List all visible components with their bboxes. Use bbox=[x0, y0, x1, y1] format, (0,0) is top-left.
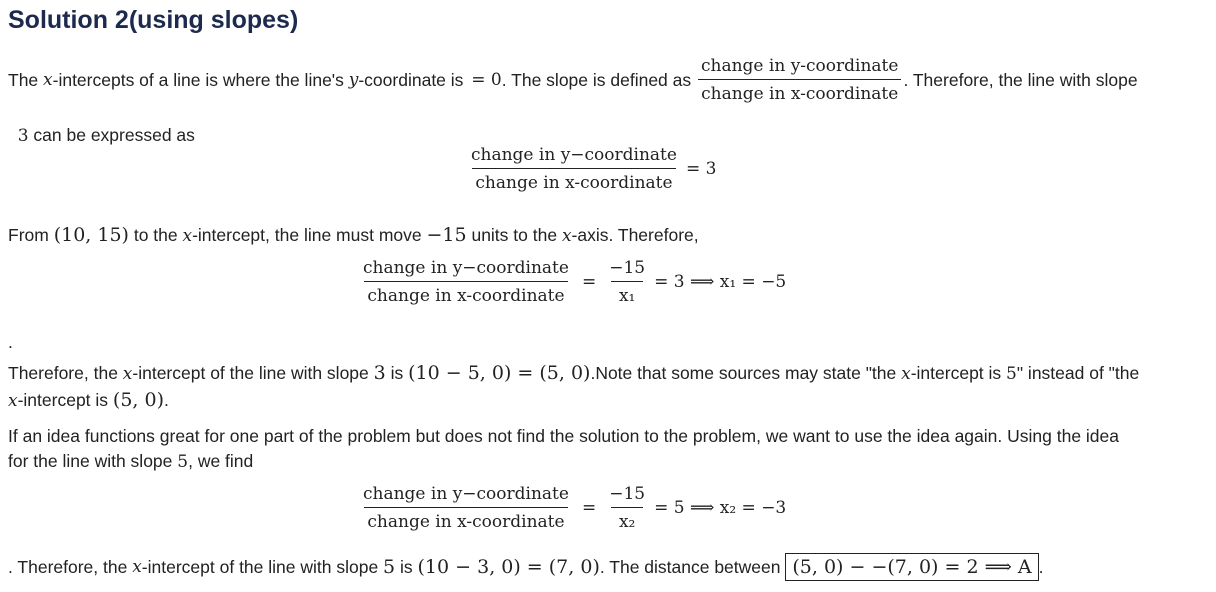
paragraph-3-line-1 bbox=[8, 362, 1139, 384]
eq2-fraction bbox=[360, 258, 572, 306]
p5-slope: 5 bbox=[383, 556, 396, 578]
p2-text-3: -intercept, the line must move bbox=[192, 225, 427, 245]
p1-slope-3: 3 bbox=[17, 126, 29, 146]
p2-move: −15 bbox=[426, 224, 467, 246]
slope-definition-denominator: change in x-coordinate bbox=[698, 79, 901, 104]
p1-text-5: . Therefore, the line with slope bbox=[903, 69, 1138, 90]
paragraph-2 bbox=[8, 224, 699, 246]
paragraph-1-line-1 bbox=[8, 54, 1138, 106]
eq2-numerator-2: −15 bbox=[609, 258, 646, 278]
p1-var-y: y bbox=[348, 70, 359, 90]
equation-3 bbox=[360, 484, 786, 532]
p3-text-6: " instead of "the bbox=[1016, 363, 1140, 383]
p4-slope-5: 5 bbox=[177, 452, 189, 472]
p3-text-2: -intercept of the line with slope bbox=[132, 363, 374, 383]
eq3-denominator: change in x-coordinate bbox=[364, 507, 567, 532]
p4-line2-end: , we find bbox=[188, 451, 254, 471]
p5-text-4: . The distance between bbox=[599, 556, 786, 577]
eq2-fraction-2 bbox=[606, 258, 648, 306]
p3-text-1: Therefore, the bbox=[8, 363, 123, 383]
eq3-equals: = bbox=[581, 498, 597, 518]
eq1-fraction bbox=[468, 145, 680, 193]
p1-text-3: -coordinate is bbox=[358, 69, 469, 90]
p5-text-3: is bbox=[395, 556, 418, 577]
eq2-denominator: change in x-coordinate bbox=[364, 281, 567, 306]
p3-five: 5 bbox=[1006, 364, 1017, 384]
eq3-numerator-2: −15 bbox=[609, 484, 646, 504]
p2-point: (10, 15) bbox=[53, 224, 129, 246]
p3-expr: (10 − 5, 0) = (5, 0) bbox=[408, 362, 591, 384]
p5-text-2: -intercept of the line with slope bbox=[141, 556, 384, 577]
eq3-rhs: = 5 ⟹ x₂ = −3 bbox=[654, 498, 787, 518]
p2-text-2: to the bbox=[128, 225, 183, 245]
eq1-rhs: = 3 bbox=[685, 159, 717, 179]
p3-text-3: is bbox=[385, 363, 409, 383]
p2-text-4: units to the bbox=[466, 225, 562, 245]
eq3-fraction-2 bbox=[606, 484, 648, 532]
stray-period: . bbox=[8, 332, 13, 352]
p3-line2-var-x: x bbox=[8, 391, 18, 411]
eq1-numerator: change in y−coordinate bbox=[471, 145, 677, 165]
p3-line2-point: (5, 0) bbox=[112, 389, 164, 411]
paragraph-4-line-2 bbox=[8, 451, 253, 472]
eq2-numerator: change in y−coordinate bbox=[363, 258, 569, 278]
p3-line2-text: -intercept is bbox=[17, 390, 113, 410]
p1-text-4: . The slope is defined as bbox=[501, 69, 696, 90]
paragraph-1-line-2 bbox=[8, 104, 195, 146]
solution-heading: Solution 2(using slopes) bbox=[8, 6, 299, 34]
eq2-rhs: = 3 ⟹ x₁ = −5 bbox=[654, 272, 787, 292]
p2-text-5: -axis. Therefore, bbox=[571, 225, 699, 245]
p3-var-x-2: x bbox=[901, 364, 911, 384]
slope-definition-fraction bbox=[698, 56, 901, 104]
p1-text-1: The bbox=[8, 69, 44, 90]
p2-text-1: From bbox=[8, 225, 54, 245]
eq2-equals: = bbox=[581, 272, 597, 292]
p1-var-x: x bbox=[43, 70, 53, 90]
p5-end: . bbox=[1038, 556, 1044, 577]
slope-definition-numerator: change in y-coordinate bbox=[701, 56, 899, 76]
p5-expr: (10 − 3, 0) = (7, 0) bbox=[417, 556, 600, 578]
p3-text-5: -intercept is bbox=[910, 363, 1007, 383]
boxed-answer: (5, 0) − −(7, 0) = 2 ⟹ A bbox=[785, 553, 1038, 581]
eq3-numerator: change in y−coordinate bbox=[363, 484, 569, 504]
paragraph-4-line-1: If an idea functions great for one part of the problem but does not find the solution to the problem, we want to use the idea again. Using the idea bbox=[8, 426, 1119, 446]
paragraph-3-line-2 bbox=[8, 389, 169, 411]
eq2-denominator-2: x₁ bbox=[611, 281, 643, 306]
p5-text-1: . Therefore, the bbox=[8, 556, 133, 577]
paragraph-5 bbox=[8, 553, 1043, 581]
p5-var-x: x bbox=[132, 557, 142, 577]
p1-eq-zero: = 0 bbox=[471, 70, 502, 90]
p3-var-x: x bbox=[122, 364, 133, 384]
p2-var-x-2: x bbox=[561, 226, 572, 246]
p1-line2-text: can be expressed as bbox=[28, 125, 195, 145]
p3-line2-end: . bbox=[164, 390, 169, 410]
equation-2 bbox=[360, 258, 786, 306]
eq3-fraction bbox=[360, 484, 572, 532]
p3-slope: 3 bbox=[373, 362, 386, 384]
p2-var-x: x bbox=[182, 226, 193, 246]
equation-1 bbox=[468, 145, 716, 193]
eq1-denominator: change in x-coordinate bbox=[472, 168, 675, 193]
p1-text-2: -intercepts of a line is where the line's bbox=[52, 69, 349, 90]
p3-text-4: .Note that some sources may state "the bbox=[590, 363, 902, 383]
eq3-denominator-2: x₂ bbox=[611, 507, 643, 532]
p4-line2-text: for the line with slope bbox=[8, 451, 178, 471]
